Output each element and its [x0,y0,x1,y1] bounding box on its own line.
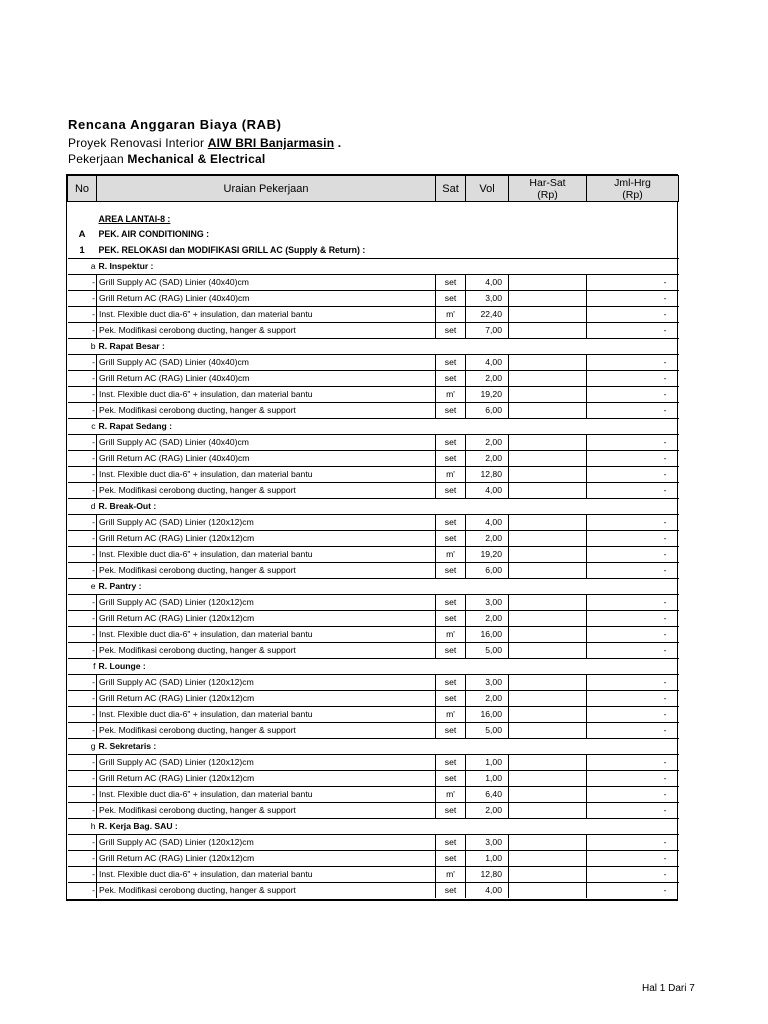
item-har-sat [509,434,587,450]
item-har-sat [509,482,587,498]
item-sat: set [436,674,466,690]
table-row [68,274,679,290]
subsection-row [68,338,679,354]
table-row [68,754,679,770]
item-sat: set [436,594,466,610]
item-vol: 2,00 [466,610,509,626]
item-jml-hrg: - [587,706,679,722]
subsection-label: R. Break-Out : [97,498,436,514]
item-vol: 3,00 [466,290,509,306]
item-no: - [68,690,97,706]
item-uraian: Pek. Modifikasi cerobong ducting, hanger & support [97,562,436,578]
table-row [68,642,679,658]
project-prefix: Proyek Renovasi Interior [68,136,208,150]
item-har-sat [509,770,587,786]
item-har-sat [509,306,587,322]
item-uraian: Pek. Modifikasi cerobong ducting, hanger & support [97,642,436,658]
group-no: 1 [79,244,85,256]
item-jml-hrg: - [587,642,679,658]
rab-table [67,175,679,898]
item-sat: m' [436,866,466,882]
item-vol: 6,40 [466,786,509,802]
item-no: - [68,514,97,530]
item-sat: set [436,850,466,866]
item-har-sat [509,690,587,706]
table-row [68,882,679,898]
subsection-label: R. Rapat Sedang : [97,418,436,434]
item-jml-hrg: - [587,834,679,850]
table-row [68,322,679,338]
item-jml-hrg: - [587,482,679,498]
item-sat: m' [436,306,466,322]
spacer-row [68,202,679,212]
item-har-sat [509,450,587,466]
group-row [68,243,679,259]
item-no: - [68,546,97,562]
item-no: - [68,706,97,722]
project-line [68,136,341,150]
item-har-sat [509,274,587,290]
item-uraian: Grill Return AC (RAG) Linier (120x12)cm [97,690,436,706]
table-row [68,610,679,626]
header-jml-hrg-label: Jml-Hrg [614,176,651,189]
table-row [68,466,679,482]
item-har-sat [509,674,587,690]
section-label: PEK. AIR CONDITIONING : [98,229,210,240]
item-jml-hrg: - [587,322,679,338]
subsection-no: b [68,338,97,354]
item-uraian: Inst. Flexible duct dia-6" + insulation, dan material bantu [97,866,436,882]
item-sat: set [436,802,466,818]
subsection-no: d [68,498,97,514]
table-row [68,434,679,450]
table-row [68,370,679,386]
item-har-sat [509,370,587,386]
item-vol: 3,00 [466,834,509,850]
table-row [68,546,679,562]
item-no: - [68,530,97,546]
item-jml-hrg: - [587,882,679,898]
item-sat: set [436,450,466,466]
item-no: - [68,642,97,658]
item-vol: 4,00 [466,354,509,370]
item-jml-hrg: - [587,786,679,802]
item-jml-hrg: - [587,370,679,386]
item-sat: set [436,562,466,578]
document-title: Rencana Anggaran Biaya (RAB) [68,117,282,132]
item-har-sat [509,322,587,338]
item-jml-hrg: - [587,514,679,530]
table-row [68,290,679,306]
item-sat: set [436,722,466,738]
item-sat: set [436,530,466,546]
item-jml-hrg: - [587,594,679,610]
header-jml-hrg-unit: (Rp) [622,188,643,201]
item-jml-hrg: - [587,722,679,738]
item-jml-hrg: - [587,770,679,786]
item-sat: set [436,834,466,850]
item-jml-hrg: - [587,754,679,770]
work-line [68,152,265,166]
item-vol: 1,00 [466,770,509,786]
table-row [68,386,679,402]
header-no: No [68,176,97,202]
item-uraian: Grill Return AC (RAG) Linier (40x40)cm [97,290,436,306]
item-har-sat [509,290,587,306]
subsection-label: R. Inspektur : [97,258,436,274]
item-sat: set [436,610,466,626]
header-uraian: Uraian Pekerjaan [97,176,436,202]
item-uraian: Grill Supply AC (SAD) Linier (120x12)cm [97,674,436,690]
item-sat: set [436,274,466,290]
item-vol: 4,00 [466,482,509,498]
item-sat: set [436,514,466,530]
item-no: - [68,482,97,498]
item-sat: set [436,354,466,370]
table-row [68,802,679,818]
item-vol: 16,00 [466,706,509,722]
table-row [68,450,679,466]
table-row [68,850,679,866]
item-jml-hrg: - [587,386,679,402]
table-row [68,722,679,738]
item-uraian: Grill Supply AC (SAD) Linier (40x40)cm [97,434,436,450]
item-vol: 12,80 [466,466,509,482]
item-jml-hrg: - [587,674,679,690]
item-vol: 4,00 [466,882,509,898]
table-row [68,834,679,850]
item-no: - [68,786,97,802]
item-no: - [68,770,97,786]
item-vol: 19,20 [466,546,509,562]
item-vol: 2,00 [466,530,509,546]
item-uraian: Grill Supply AC (SAD) Linier (120x12)cm [97,834,436,850]
project-suffix: . [334,136,342,150]
item-vol: 5,00 [466,642,509,658]
item-uraian: Grill Supply AC (SAD) Linier (40x40)cm [97,274,436,290]
item-uraian: Grill Supply AC (SAD) Linier (120x12)cm [97,754,436,770]
item-no: - [68,594,97,610]
table-row [68,626,679,642]
item-vol: 3,00 [466,674,509,690]
table-bottom-border [66,899,678,901]
item-har-sat [509,754,587,770]
item-no: - [68,850,97,866]
subsection-label: R. Lounge : [97,658,436,674]
table-row [68,530,679,546]
item-uraian: Grill Return AC (RAG) Linier (120x12)cm [97,770,436,786]
item-jml-hrg: - [587,802,679,818]
item-har-sat [509,626,587,642]
subsection-label: R. Pantry : [97,578,436,594]
item-har-sat [509,802,587,818]
item-jml-hrg: - [587,402,679,418]
header-jml-hrg [587,176,679,202]
subsection-no: a [68,258,97,274]
work-prefix: Pekerjaan [68,152,128,166]
item-no: - [68,626,97,642]
subsection-label: R. Rapat Besar : [97,338,436,354]
item-har-sat [509,786,587,802]
item-no: - [68,722,97,738]
item-har-sat [509,866,587,882]
item-uraian: Inst. Flexible duct dia-6" + insulation, dan material bantu [97,786,436,802]
item-vol: 2,00 [466,802,509,818]
item-jml-hrg: - [587,562,679,578]
item-uraian: Inst. Flexible duct dia-6" + insulation, dan material bantu [97,466,436,482]
item-vol: 2,00 [466,450,509,466]
item-jml-hrg: - [587,690,679,706]
item-uraian: Grill Return AC (RAG) Linier (120x12)cm [97,610,436,626]
item-sat: m' [436,786,466,802]
item-uraian: Inst. Flexible duct dia-6" + insulation, dan material bantu [97,546,436,562]
item-no: - [68,882,97,898]
area-label: AREA LANTAI-8 : [98,213,171,224]
table-row [68,594,679,610]
header-har-sat [509,176,587,202]
item-uraian: Grill Supply AC (SAD) Linier (120x12)cm [97,514,436,530]
item-sat: set [436,402,466,418]
item-vol: 16,00 [466,626,509,642]
item-har-sat [509,706,587,722]
item-har-sat [509,850,587,866]
item-har-sat [509,386,587,402]
subsection-no: e [68,578,97,594]
item-har-sat [509,530,587,546]
page-number: Hal 1 Dari 7 [642,983,695,994]
item-no: - [68,754,97,770]
item-no: - [68,562,97,578]
table-row [68,562,679,578]
subsection-row [68,658,679,674]
table-row [68,770,679,786]
item-no: - [68,322,97,338]
area-row [68,212,679,228]
table-row [68,482,679,498]
table-row [68,786,679,802]
item-vol: 4,00 [466,274,509,290]
item-har-sat [509,594,587,610]
item-jml-hrg: - [587,354,679,370]
item-sat: m' [436,546,466,562]
item-no: - [68,402,97,418]
item-jml-hrg: - [587,546,679,562]
table-row [68,354,679,370]
rab-table-frame [66,174,678,901]
subsection-row [68,418,679,434]
item-har-sat [509,466,587,482]
subsection-row [68,738,679,754]
item-no: - [68,866,97,882]
item-jml-hrg: - [587,866,679,882]
section-row [68,227,679,243]
subsection-row [68,578,679,594]
project-name: AIW BRI Banjarmasin [207,136,335,150]
table-row [68,866,679,882]
item-vol: 3,00 [466,594,509,610]
item-sat: m' [436,706,466,722]
item-jml-hrg: - [587,306,679,322]
item-uraian: Pek. Modifikasi cerobong ducting, hanger & support [97,322,436,338]
table-row [68,402,679,418]
item-sat: set [436,770,466,786]
item-vol: 22,40 [466,306,509,322]
item-jml-hrg: - [587,434,679,450]
item-vol: 5,00 [466,722,509,738]
work-name: Mechanical & Electrical [127,152,266,166]
table-row [68,674,679,690]
item-uraian: Inst. Flexible duct dia-6" + insulation, dan material bantu [97,386,436,402]
item-har-sat [509,546,587,562]
item-uraian: Grill Return AC (RAG) Linier (40x40)cm [97,450,436,466]
item-sat: m' [436,386,466,402]
item-har-sat [509,402,587,418]
item-no: - [68,306,97,322]
item-vol: 6,00 [466,402,509,418]
item-vol: 2,00 [466,434,509,450]
item-uraian: Grill Return AC (RAG) Linier (40x40)cm [97,370,436,386]
table-row [68,690,679,706]
item-uraian: Grill Return AC (RAG) Linier (120x12)cm [97,850,436,866]
item-sat: set [436,322,466,338]
item-uraian: Grill Return AC (RAG) Linier (120x12)cm [97,530,436,546]
item-vol: 12,80 [466,866,509,882]
item-sat: set [436,690,466,706]
item-vol: 1,00 [466,850,509,866]
subsection-no: f [68,658,97,674]
subsection-no: c [68,418,97,434]
item-no: - [68,610,97,626]
group-label: PEK. RELOKASI dan MODIFIKASI GRILL AC (Supply & Return) : [98,244,366,255]
item-no: - [68,290,97,306]
subsection-label: R. Sekretaris : [97,738,436,754]
item-jml-hrg: - [587,850,679,866]
item-sat: set [436,290,466,306]
item-no: - [68,434,97,450]
item-jml-hrg: - [587,530,679,546]
item-no: - [68,466,97,482]
item-no: - [68,450,97,466]
item-no: - [68,354,97,370]
item-sat: set [436,882,466,898]
item-no: - [68,802,97,818]
item-uraian: Grill Supply AC (SAD) Linier (40x40)cm [97,354,436,370]
item-har-sat [509,882,587,898]
item-jml-hrg: - [587,626,679,642]
item-no: - [68,834,97,850]
item-uraian: Pek. Modifikasi cerobong ducting, hanger & support [97,482,436,498]
header-har-sat-label: Har-Sat [529,176,566,189]
item-vol: 7,00 [466,322,509,338]
table-row [68,306,679,322]
subsection-no: g [68,738,97,754]
item-vol: 1,00 [466,754,509,770]
item-jml-hrg: - [587,290,679,306]
item-no: - [68,370,97,386]
item-sat: set [436,482,466,498]
item-vol: 4,00 [466,514,509,530]
item-har-sat [509,722,587,738]
item-no: - [68,674,97,690]
table-row [68,706,679,722]
item-uraian: Inst. Flexible duct dia-6" + insulation, dan material bantu [97,626,436,642]
header-vol: Vol [466,176,509,202]
item-har-sat [509,562,587,578]
item-uraian: Pek. Modifikasi cerobong ducting, hanger & support [97,402,436,418]
subsection-row [68,498,679,514]
item-vol: 6,00 [466,562,509,578]
item-vol: 19,20 [466,386,509,402]
subsection-row [68,258,679,274]
item-har-sat [509,610,587,626]
item-vol: 2,00 [466,690,509,706]
table-body [68,202,679,898]
item-uraian: Grill Supply AC (SAD) Linier (120x12)cm [97,594,436,610]
item-har-sat [509,354,587,370]
item-jml-hrg: - [587,450,679,466]
table-row [68,514,679,530]
item-uraian: Inst. Flexible duct dia-6" + insulation, dan material bantu [97,706,436,722]
subsection-no: h [68,818,97,834]
item-uraian: Pek. Modifikasi cerobong ducting, hanger & support [97,802,436,818]
item-har-sat [509,834,587,850]
item-jml-hrg: - [587,466,679,482]
item-no: - [68,274,97,290]
item-har-sat [509,642,587,658]
item-sat: set [436,754,466,770]
item-har-sat [509,514,587,530]
subsection-label: R. Kerja Bag. SAU : [97,818,436,834]
item-vol: 2,00 [466,370,509,386]
item-uraian: Pek. Modifikasi cerobong ducting, hanger & support [97,882,436,898]
table-header-row [68,176,679,202]
item-sat: set [436,370,466,386]
item-no: - [68,386,97,402]
item-uraian: Pek. Modifikasi cerobong ducting, hanger & support [97,722,436,738]
item-sat: m' [436,466,466,482]
item-sat: set [436,642,466,658]
section-no: A [78,229,86,241]
header-har-sat-unit: (Rp) [537,188,558,201]
item-uraian: Inst. Flexible duct dia-6" + insulation, dan material bantu [97,306,436,322]
header-sat: Sat [436,176,466,202]
item-sat: m' [436,626,466,642]
subsection-row [68,818,679,834]
item-jml-hrg: - [587,274,679,290]
item-sat: set [436,434,466,450]
item-jml-hrg: - [587,610,679,626]
